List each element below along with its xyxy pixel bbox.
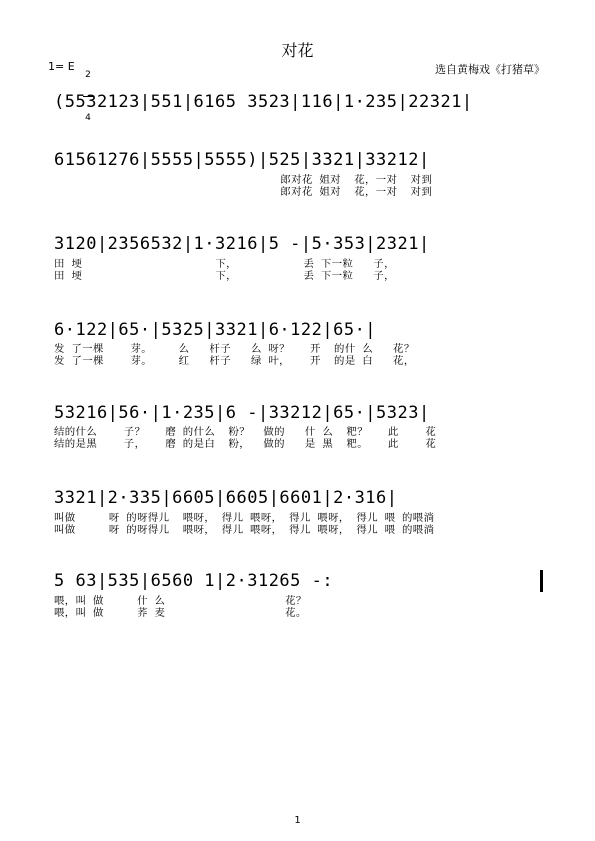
final-barline xyxy=(540,570,543,592)
lyric-line-2a: 郎对花 姐对 花，一对 对到 xyxy=(54,174,433,186)
lyric-line-2b: 郎对花 姐对 花，一对 对到 xyxy=(54,186,433,198)
lyric-line-7a: 喂，叫 做 什 么 花？ xyxy=(54,595,307,607)
score-line-7: 5 63|535|6560 1|2·31265 -: xyxy=(54,571,334,591)
score-line-5: 53216|56·|1·235|6 -|33212|65·|5323| xyxy=(54,403,430,423)
lyric-line-5b: 结的是黑 子， 磨 的是白 粉， 做的 是 黑 粑。 此 花 xyxy=(54,438,437,450)
lyric-line-4b: 发 了一棵 芽。 红 杆子 绿 叶， 开 的是 白 花， xyxy=(54,355,415,367)
time-signature-top: 2 xyxy=(85,70,91,80)
lyric-line-5a: 结的什么 子？ 磨 的什么 粉？ 做的 什 么 粑？ 此 花 xyxy=(54,426,437,438)
lyric-line-3b: 田 埂 下， 丢 下一粒 子， xyxy=(54,270,395,282)
score-line-6: 3321|2·335|6605|6605|6601|2·316| xyxy=(54,488,398,508)
lyric-line-3a: 田 埂 下， 丢 下一粒 子， xyxy=(54,258,395,270)
lyric-line-7b: 喂，叫 做 荞 麦 花。 xyxy=(54,607,307,619)
score-line-3: 3120|2356532|1·3216|5 -|5·353|2321| xyxy=(54,234,430,254)
time-signature-bottom: 4 xyxy=(85,113,91,123)
score-line-1: (5532123|551|6165 3523|116|1·235|22321| xyxy=(54,92,473,112)
key-signature: 1= E xyxy=(48,60,75,73)
score-line-2: 61561276|5555|5555)|525|3321|33212| xyxy=(54,150,430,170)
lyric-line-6a: 叫做 呀 的呀得儿 喂呀， 得儿 喂呀， 得儿 喂呀， 得儿 喂 的喂淌 xyxy=(54,512,435,524)
page-number: 1 xyxy=(294,815,301,826)
lyric-line-6b: 叫做 呀 的呀得儿 喂呀， 得儿 喂呀， 得儿 喂呀， 得儿 喂 的喂淌 xyxy=(54,524,435,536)
song-title: 对花 xyxy=(281,41,314,60)
score-line-4: 6·122|65·|5325|3321|6·122|65·| xyxy=(54,320,377,340)
lyric-line-4a: 发 了一棵 芽。 么 杆子 么 呀？ 开 的什 么 花？ xyxy=(54,343,415,355)
song-source: 选自黄梅戏《打猪草》 xyxy=(435,63,545,76)
